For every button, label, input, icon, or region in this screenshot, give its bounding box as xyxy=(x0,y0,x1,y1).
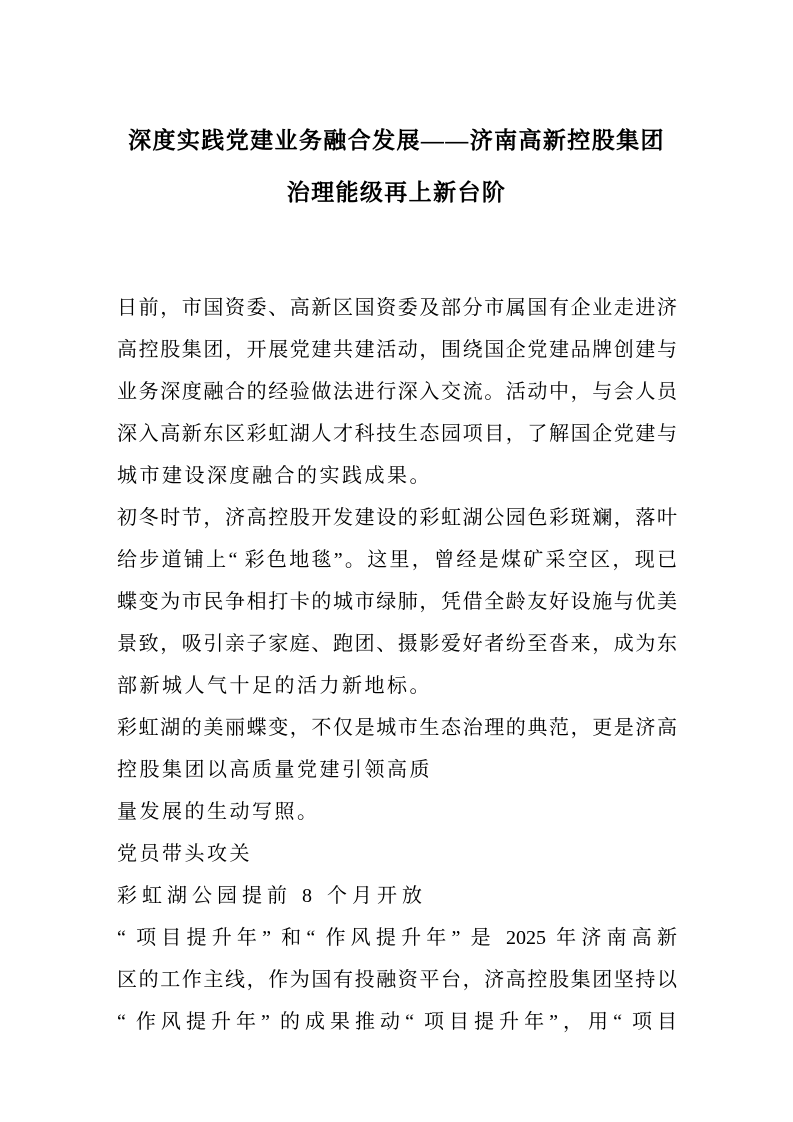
paragraph xyxy=(117,707,677,833)
text-line: 日前，市国资委、高新区国资委及部分市属国有企业走进济 xyxy=(117,297,677,319)
text-line: 蝶变为市民争相打卡的城市绿肺，凭借全龄友好设施与优美 xyxy=(117,591,677,613)
text-line: 彩虹湖公园提前 8 个月开放 xyxy=(117,885,427,907)
paragraph xyxy=(117,875,677,917)
text-line: 初冬时节，济高控股开发建设的彩虹湖公园色彩斑斓，落叶 xyxy=(117,507,677,529)
text-line: 业务深度融合的经验做法进行深入交流。活动中，与会人员 xyxy=(117,381,677,403)
text-line: “ 项目提升年” 和“ 作风提升年” 是 2025 年济南高新 xyxy=(117,927,677,949)
text-line: 部新城人气十足的活力新地标。 xyxy=(117,675,432,697)
paragraph xyxy=(117,287,677,497)
title-line-2: 治理能级再上新台阶 xyxy=(286,180,507,205)
text-line: 给步道铺上“ 彩色地毯”。这里，曾经是煤矿采空区，现已 xyxy=(117,549,677,571)
text-line: 量发展的生动写照。 xyxy=(117,801,320,823)
text-line: 高控股集团，开展党建共建活动，围绕国企党建品牌创建与 xyxy=(117,339,677,361)
text-line: 彩虹湖的美丽蝶变，不仅是城市生态治理的典范，更是济高 xyxy=(117,717,677,739)
text-line: 区的工作主线，作为国有投融资平台，济高控股集团坚持以 xyxy=(117,969,677,991)
text-line: “ 作风提升年” 的成果推动“ 项目提升年”，用“ 项目 xyxy=(117,1011,677,1033)
text-line: 控股集团以高质量党建引领高质 xyxy=(117,759,432,781)
text-line: 景致，吸引亲子家庭、跑团、摄影爱好者纷至沓来，成为东 xyxy=(117,633,677,655)
paragraph xyxy=(117,497,677,707)
document-title xyxy=(0,115,793,219)
text-line: 党员带头攻关 xyxy=(117,843,252,865)
document-body xyxy=(117,287,677,1043)
paragraph xyxy=(117,833,677,875)
text-line: 深入高新东区彩虹湖人才科技生态园项目，了解国企党建与 xyxy=(117,423,677,445)
text-line: 城市建设深度融合的实践成果。 xyxy=(117,465,432,487)
title-line-1: 深度实践党建业务融合发展——济南高新控股集团 xyxy=(128,128,665,153)
paragraph xyxy=(117,917,677,1043)
